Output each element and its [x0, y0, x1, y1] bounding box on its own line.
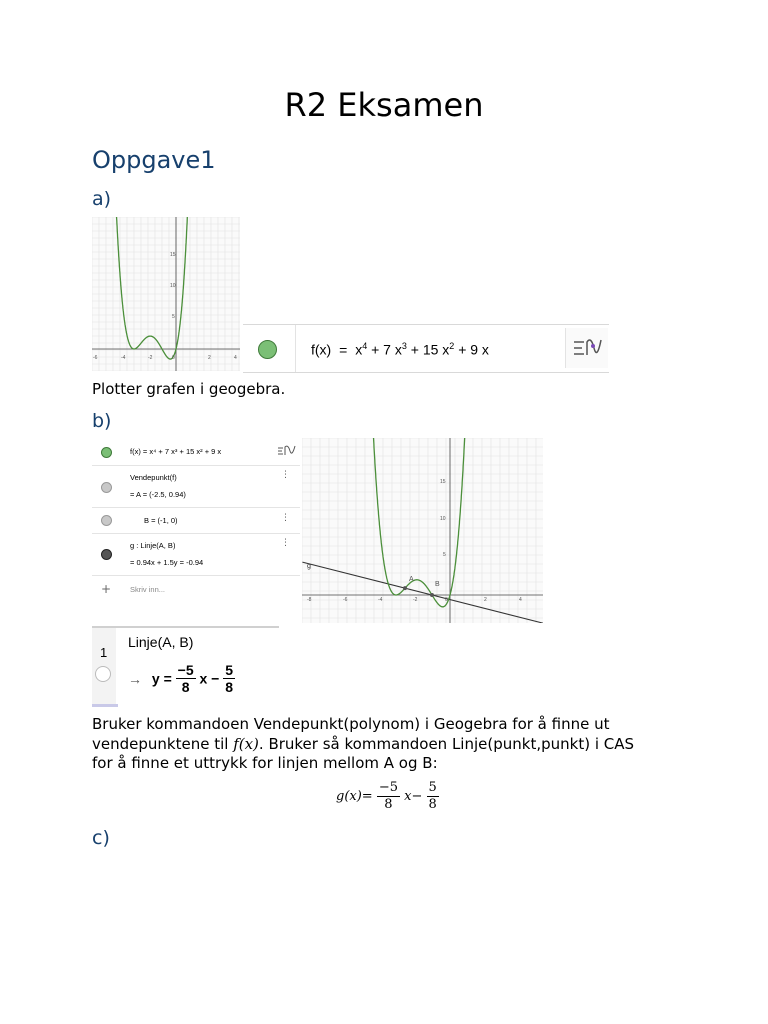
denominator: 8 [428, 797, 437, 812]
x-tick-label: 4 [519, 597, 522, 603]
y-tick-label: 15 [170, 252, 176, 258]
algebra-input-row[interactable] [92, 575, 300, 603]
y-tick-label: 10 [170, 283, 176, 289]
formula-lhs: g(x)= [336, 789, 373, 804]
x-tick-label: 2 [484, 597, 487, 603]
line-formula [336, 780, 439, 813]
x-tick-label: -6 [93, 355, 98, 361]
x-tick-label: -2 [148, 355, 153, 361]
heading-oppgave1: Oppgave1 [92, 146, 216, 174]
explanation-paragraph [92, 715, 672, 774]
paragraph-line-3: for å finne et uttrykk for linjen mellom A og B: [92, 754, 438, 772]
caption-a: Plotter grafen i geogebra. [92, 380, 286, 398]
y-tick-label: 5 [172, 314, 175, 320]
point-a[interactable] [403, 586, 407, 590]
visibility-toggle[interactable] [101, 515, 112, 526]
visibility-toggle[interactable] [101, 482, 112, 493]
algebra-value: = 0.94x + 1.5y = -0.94 [130, 558, 204, 567]
x-tick-label: -2 [413, 597, 418, 603]
x-tick-label: -4 [378, 597, 383, 603]
plus-icon[interactable]: + [101, 582, 112, 596]
part-a-graph [92, 217, 240, 371]
algebra-style-icon[interactable] [277, 444, 297, 458]
numerator: 5 [225, 662, 234, 678]
term-x4: x [355, 341, 363, 358]
algebra-f-expression: f(x) = x⁴ + 7 x³ + 15 x² + 9 x [130, 447, 222, 456]
section-a-heading: a) [92, 188, 112, 210]
function-expression[interactable] [311, 341, 489, 358]
denominator: 8 [225, 679, 234, 695]
text-fragment: . Bruker så kommandoen Linje(punkt,punkt) i CAS [258, 734, 635, 753]
exponent-4: 4 [362, 341, 368, 351]
function-name: f(x) [311, 341, 332, 358]
cas-fraction-1 [176, 662, 196, 695]
line-g-label: g [307, 563, 311, 570]
term-15x2: + 15 x [410, 341, 450, 358]
algebra-row-vendepunkt[interactable] [92, 465, 300, 508]
more-menu-icon[interactable]: ⋮ [281, 513, 290, 523]
algebra-value: B = (-1, 0) [144, 516, 178, 525]
text-fragment: vendepunktene til [92, 734, 234, 753]
y-tick-label: 5 [443, 552, 446, 558]
algebra-row-f[interactable] [92, 438, 300, 466]
algebra-command: Vendepunkt(f) [130, 473, 177, 482]
visibility-toggle[interactable] [258, 340, 277, 359]
formula-fraction-2 [427, 780, 439, 813]
y-tick-label: 10 [440, 516, 446, 522]
y-tick-label: 15 [440, 479, 446, 485]
algebra-input-bar[interactable] [243, 324, 609, 373]
cas-fraction-2 [223, 662, 235, 695]
section-b-heading: b) [92, 410, 112, 432]
point-b-label: B [435, 581, 440, 588]
x-tick-label: 2 [208, 355, 211, 361]
equals-sign: = [339, 341, 348, 358]
formula-mid: x− [404, 789, 423, 804]
cas-row-toggle[interactable] [95, 666, 111, 682]
paragraph-line-2 [92, 735, 672, 755]
x-tick-label: -8 [307, 597, 312, 603]
term-9x: + 9 x [458, 341, 489, 358]
cas-output [128, 662, 235, 695]
algebra-command: g : Linje(A, B) [130, 541, 176, 550]
exponent-3: 3 [401, 341, 407, 351]
cas-row-number: 1 [100, 645, 108, 660]
cas-y-equals: y = [151, 670, 172, 687]
algebra-input-placeholder[interactable]: Skriv inn... [130, 585, 166, 594]
algebra-style-icon [566, 328, 608, 368]
cas-x-minus: x − [199, 670, 220, 687]
x-tick-label: 0 [172, 355, 175, 361]
x-tick-label: -6 [343, 597, 348, 603]
exponent-2: 2 [449, 341, 455, 351]
point-a-label: A [409, 576, 414, 583]
cas-view [92, 626, 279, 708]
more-menu-icon[interactable]: ⋮ [281, 538, 290, 548]
cas-focus-indicator [92, 704, 118, 707]
algebra-value: = A = (-2.5, 0.94) [130, 490, 186, 499]
algebra-row-g[interactable] [92, 533, 300, 576]
style-bar-button[interactable] [565, 328, 608, 368]
fx-symbol: f(x) [233, 734, 259, 753]
algebra-row-b[interactable] [92, 507, 300, 534]
x-tick-label: 4 [234, 355, 237, 361]
point-b[interactable] [430, 593, 434, 597]
algebra-view [92, 438, 300, 604]
section-c-heading: c) [92, 827, 110, 849]
formula-fraction-1 [377, 780, 400, 813]
visibility-toggle[interactable] [101, 447, 112, 458]
numerator: −5 [177, 662, 194, 678]
more-menu-icon[interactable]: ⋮ [281, 470, 290, 480]
paragraph-line-1: Bruker kommandoen Vendepunkt(polynom) i Geogebra for å finne ut [92, 715, 610, 733]
arrow-icon: → [128, 670, 142, 687]
document-title: R2 Eksamen [284, 86, 484, 124]
denominator: 8 [384, 797, 393, 812]
cas-command[interactable]: Linje(A, B) [128, 634, 194, 650]
visibility-toggle[interactable] [101, 549, 112, 560]
x-tick-label: 0 [445, 597, 448, 603]
numerator: −5 [378, 780, 399, 795]
x-tick-label: -4 [121, 355, 126, 361]
denominator: 8 [181, 679, 190, 695]
part-b-graph [302, 438, 543, 623]
numerator: 5 [428, 780, 437, 795]
term-7x3: + 7 x [371, 341, 402, 358]
